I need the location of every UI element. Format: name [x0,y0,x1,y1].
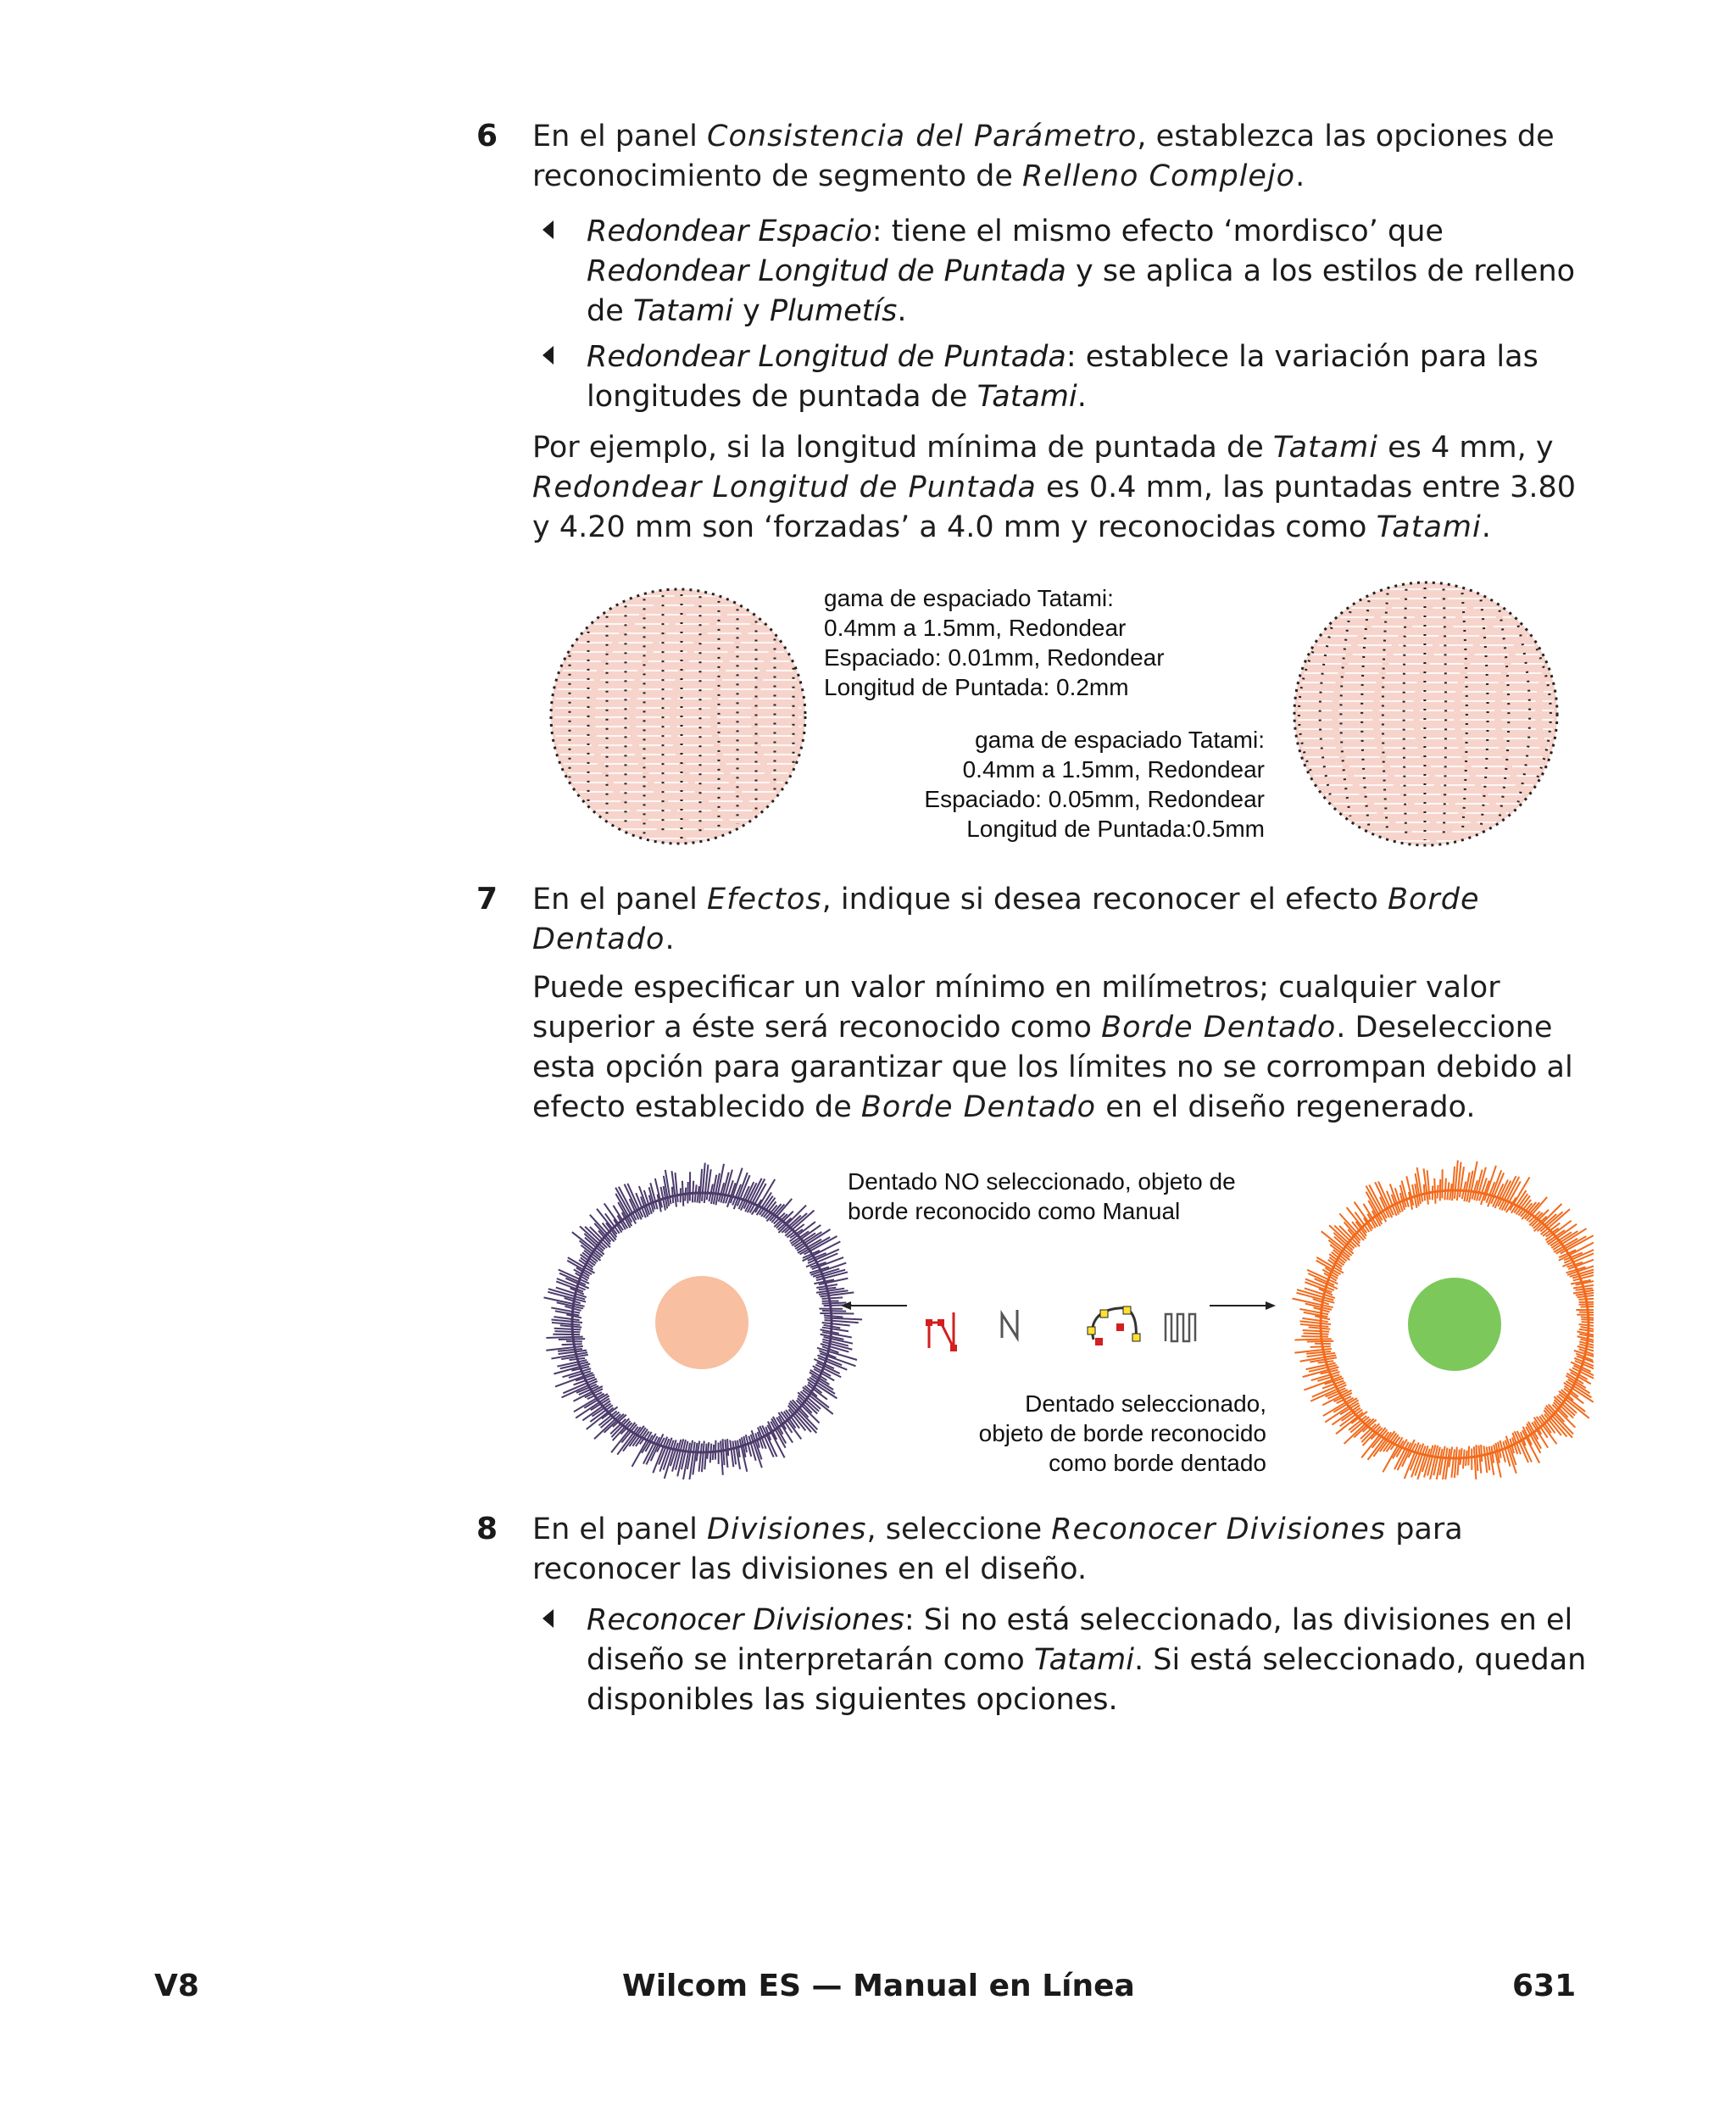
tatami-fill [1294,582,1557,845]
footer-page-number: 631 [1512,1969,1577,2003]
bullet-arrow-icon [542,1609,554,1628]
step-6-example: Por ejemplo, si la longitud mínima de puntada de Tatami es 4 mm, y Redondear Longitud de Puntada es 0.4 mm, las puntadas entre 3.80 y 4.20 mm son ‘forzadas’ a 4.0 mm y reconocidas como Tatami. [532,431,1577,544]
footer-title: Wilcom ES — Manual en Línea [622,1969,1135,2003]
arrow-right-icon [1210,1301,1276,1310]
bullet-arrow-icon [542,346,554,365]
step-7-text: En el panel Efectos, indique si desea reconocer el efecto Borde Dentado. [532,883,1480,956]
manual-stitch-icon [926,1312,957,1351]
center-fill-left [655,1276,748,1369]
step-6-number: 6 [476,119,498,153]
jagged-caption-top: Dentado NO seleccionado, objeto de borde reconocido como Manual [848,1168,1236,1224]
step-7-number: 7 [476,882,498,916]
step-6-text: En el panel Consistencia del Parámetro, establezca las opciones de reconocimiento de segmento de Relleno Complejo. [532,120,1555,193]
manual-stitch-outline-icon [1002,1310,1017,1338]
jagged-stitch-icon [1166,1314,1195,1341]
step-7-detail: Puede especificar un valor mínimo en milímetros; cualquier valor superior a éste será reconocido como Borde Dentado. Deseleccione esta opción para garantizar que los límites no se corrompan debido al efecto establecido de Borde Dentado en el diseño regenerado. [532,971,1573,1124]
tatami-circle-right-image [1280,581,1572,848]
manual-page: 6 En el panel Consistencia del Parámetro, establezca las opciones de reconocimiento de segmento de Relleno Complejo. Redondear Espacio: tiene el mismo efecto ‘mordisco’ que Redondear Longitud de Puntada y se aplica a los estilos de relleno de Tatami y Plumetís. Redondear Longitud de Puntada: establece la variación para las longitudes de puntada de Tatami. Por ejemplo, si la longitud mínima de puntada de Tatami es 4 mm, y Redondear Longitud de Puntada es 0.4 mm, las puntadas entre 3.80 y 4.20 mm son ‘forzadas’ a 4.0 mm y reconocidas como Tatami. gama de espaciado Tatami: 0.4mm a 1.5mm, Redondear Espaciado: 0.01mm, Redondear Longitud de Puntada: 0.2mm gama de espaciado Tatami: 0.4mm a 1.5mm, Redondear Espaciado: 0.05mm, Redondear Longitud de Puntada:0.5mm 7 En el panel Efectos, indique si desea reconocer el efecto Borde Dentado. Puede especificar un valor mínimo en milímetros; cualquier valor superior a éste será reconocido como Borde Dentado. Deseleccione esta opción para garantizar que los límites no se corrompan debido al efecto establecido de Borde Dentado en el diseño regenerado. Dentado NO seleccionado, objeto de borde reconocido como Manual Dentado seleccionado, objeto de borde reconocido como borde dentado 8 En el panel Divisiones, seleccione Reconocer Divisiones para reconocer las divisiones en el diseño. Reconocer Divisiones: Si no está seleccionado, las divisiones en el diseño se interpretarán como Tatami. Si está seleccionado, quedan disponibles las siguientes opciones. V8 Wilcom ES — Manual en Línea 631 [0,0,1736,2117]
step-8-number: 8 [476,1512,498,1546]
tatami-caption-top: gama de espaciado Tatami: 0.4mm a 1.5mm, Redondear Espaciado: 0.01mm, Redondear Longitud de Puntada: 0.2mm [824,585,1165,700]
bullet-arrow-icon [542,220,554,239]
center-fill-right [1408,1278,1501,1371]
footer-version: V8 [154,1969,199,2003]
tatami-caption-bottom: gama de espaciado Tatami: 0.4mm a 1.5mm, Redondear Espaciado: 0.05mm, Redondear Longitud de Puntada:0.5mm [924,727,1265,842]
step-8-text: En el panel Divisiones, seleccione Reconocer Divisiones para reconocer las divisiones en el diseño. [532,1513,1463,1586]
jagged-object-icon [1088,1306,1140,1345]
arrow-left-icon [841,1301,907,1310]
tatami-circle-left-image [538,585,818,848]
jagged-caption-bottom: Dentado seleccionado, objeto de borde reconocido como borde dentado [978,1390,1266,1476]
